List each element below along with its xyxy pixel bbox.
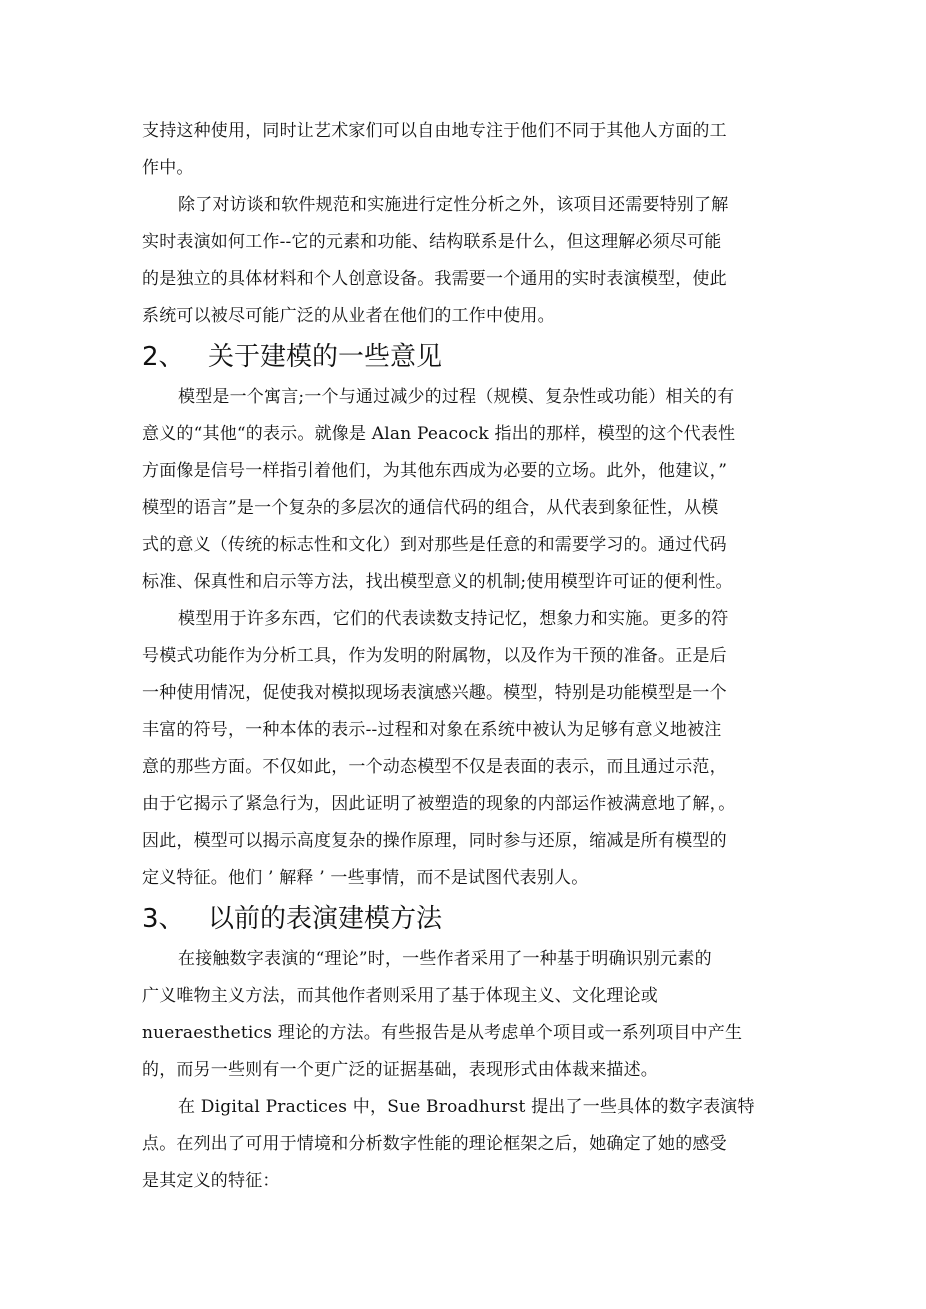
section-heading-3 — [142, 897, 787, 941]
text-line: 由于它揭示了紧急行为，因此证明了被塑造的现象的内部运作被满意地了解，。 — [142, 794, 736, 814]
section-number: 3、 — [142, 904, 185, 934]
text-line: 丰富的符号，一种本体的表示--过程和对象在系统中被认为足够有意义地被注 — [142, 720, 722, 740]
text-line: 号模式功能作为分析工具，作为发明的附属物，以及作为干预的准备。正是后 — [142, 646, 727, 666]
text-line: 式的意义（传统的标志性和文化）到对那些是任意的和需要学习的。通过代码 — [142, 535, 727, 555]
text-line: 的是独立的具体材料和个人创意设备。我需要一个通用的实时表演模型，使此 — [142, 269, 727, 289]
section-heading-2 — [142, 335, 787, 379]
text-line: 模型是一个寓言;一个与通过减少的过程（规模、复杂性或功能）相关的有 — [178, 387, 735, 407]
text-line: 是其定义的特征： — [142, 1171, 280, 1191]
section-number: 2、 — [142, 342, 185, 372]
text-line: 支持这种使用，同时让艺术家们可以自由地专注于他们不同于其他人方面的工 — [142, 121, 727, 141]
text-line: 点。在列出了可用于情境和分析数字性能的理论框架之后，她确定了她的感受 — [142, 1134, 727, 1154]
text-line: 一种使用情况，促使我对模拟现场表演感兴趣。模型，特别是功能模型是一个 — [142, 683, 727, 703]
text-line: 模型的语言”是一个复杂的多层次的通信代码的组合，从代表到象征性，从模 — [142, 498, 719, 518]
section-title: 以前的表演建模方法 — [208, 904, 443, 934]
paragraph-project-needs — [142, 187, 787, 335]
text-line: 标准、保真性和启示等方法，找出模型意义的机制;使用模型许可证的便利性。 — [142, 572, 733, 592]
paragraph-digital-practices — [142, 1089, 787, 1200]
paragraph-model-uses — [142, 601, 787, 897]
document-body — [142, 113, 787, 1200]
text-line: 在 Digital Practices 中，Sue Broadhurst 提出了一些具体的数字表演特 — [178, 1097, 755, 1117]
text-line: 意义的“其他“的表示。就像是 Alan Peacock 指出的那样，模型的这个代表性 — [142, 424, 736, 444]
text-line: 在接触数字表演的“理论”时，一些作者采用了一种基于明确识别元素的 — [178, 949, 712, 969]
text-line: 广义唯物主义方法，而其他作者则采用了基于体现主义、文化理论或 — [142, 986, 658, 1006]
text-line: 因此，模型可以揭示高度复杂的操作原理，同时参与还原，缩减是所有模型的 — [142, 831, 727, 851]
text-line: 方面像是信号一样指引着他们，为其他东西成为必要的立场。此外，他建议，” — [142, 461, 728, 481]
section-title: 关于建模的一些意见 — [208, 342, 443, 372]
text-line: 的，而另一些则有一个更广泛的证据基础，表现形式由体裁来描述。 — [142, 1060, 658, 1080]
text-line: nueraesthetics 理论的方法。有些报告是从考虑单个项目或一系列项目中产生 — [142, 1023, 743, 1043]
text-line: 系统可以被尽可能广泛的从业者在他们的工作中使用。 — [142, 306, 555, 326]
text-line: 模型用于许多东西，它们的代表读数支持记忆，想象力和实施。更多的符 — [178, 609, 729, 629]
paragraph-continuation — [142, 113, 787, 187]
text-line: 作中。 — [142, 158, 194, 178]
text-line: 意的那些方面。不仅如此，一个动态模型不仅是表面的表示，而且通过示范， — [142, 757, 727, 777]
text-line: 定义特征。他们 ’ 解释 ’ 一些事情，而不是试图代表别人。 — [142, 868, 589, 888]
text-line: 实时表演如何工作--它的元素和功能、结构联系是什么，但这理解必须尽可能 — [142, 232, 722, 252]
text-line: 除了对访谈和软件规范和实施进行定性分析之外，该项目还需要特别了解 — [178, 195, 729, 215]
paragraph-digital-theory — [142, 941, 787, 1089]
paragraph-model-allegory — [142, 379, 787, 601]
